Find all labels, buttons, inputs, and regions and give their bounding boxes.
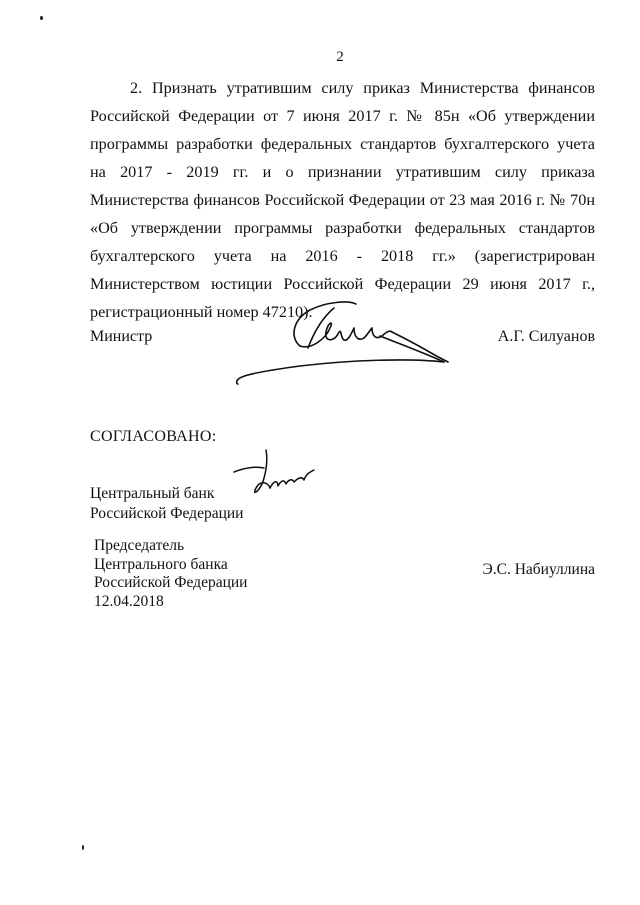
minister-title: Министр [90,328,153,345]
chair-line: Председатель [94,537,185,554]
bank-signature [230,448,330,508]
bank-line: Российской Федерации [90,505,244,522]
page-number: 2 [336,49,344,65]
minister-name: А.Г. Силуанов [497,328,595,345]
chair-name: Э.С. Набиуллина [482,561,595,578]
chair-block [94,537,247,611]
scan-speck [40,16,43,20]
chair-date: 12.04.2018 [94,592,164,610]
bank-block [90,484,243,524]
minister-signature [230,298,460,393]
scan-speck [82,845,84,850]
chair-line: Российской Федерации [94,574,248,591]
bank-line: Центральный банк [90,485,215,502]
agreed-heading: СОГЛАСОВАНО: [90,428,217,445]
order-paragraph: 2. Признать утратившим силу приказ Министерства финансов Российской Федерации от 7 июня 2017 г. № 85н «Об утверждении программы разработки федеральных стандартов бухгалтерского учета на 2017 - 2019 гг. и о признании утратившим силу приказа Министерства финансов Российской Федерации от 23 мая 2016 г. № 70н «Об утверждении программы разработки федеральных стандартов бухгалтерского учета на 2016 - 2018 гг.» (зарегистрирован Министерством юстиции Российской Федерации 29 июня 2017 г., регистрационный номер 47210). [90,79,595,321]
chair-line: Центрального банка [94,555,228,573]
